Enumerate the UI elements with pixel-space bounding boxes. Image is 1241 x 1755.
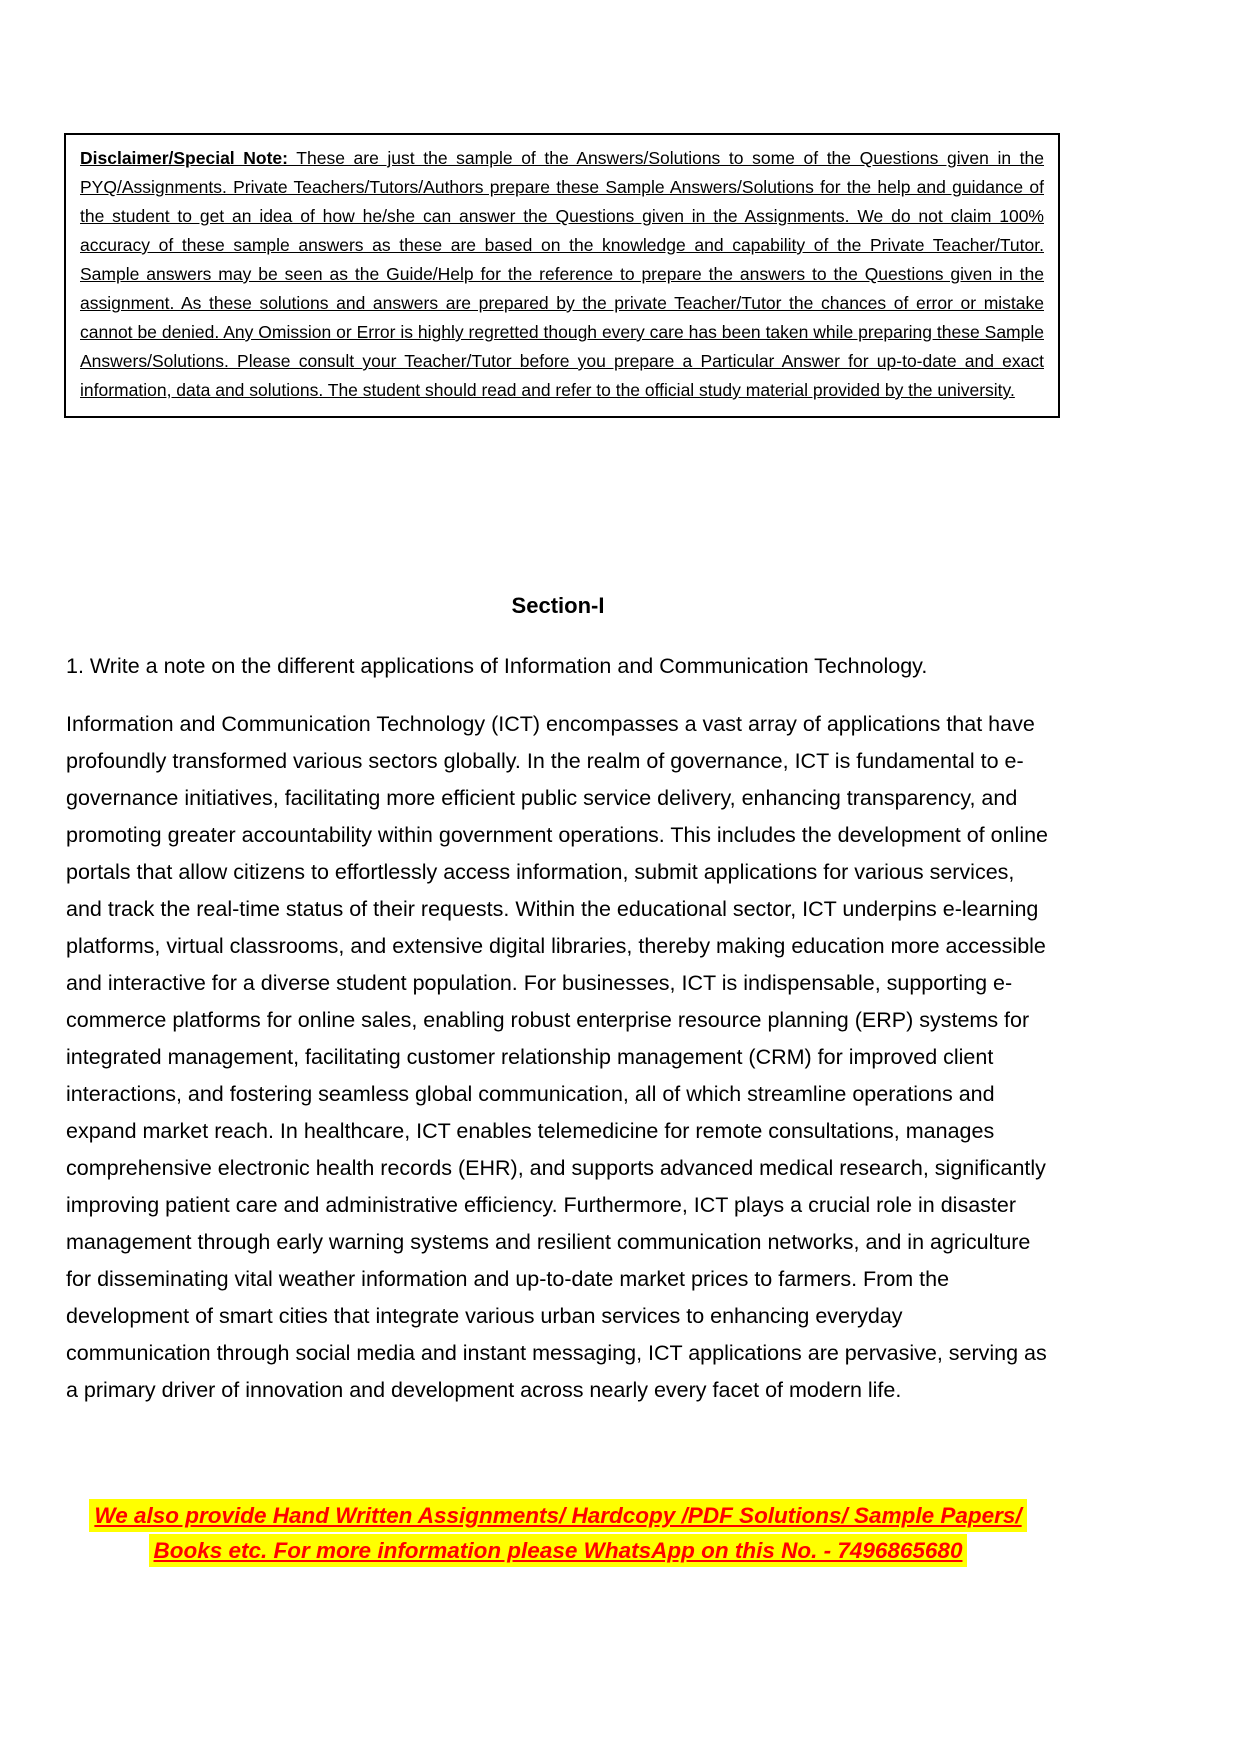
answer-paragraph: Information and Communication Technology (ICT) encompasses a vast array of applications that have profoundly transformed various sectors globally. In the realm of governance, ICT is fundamental to e-governance initiatives, facilitating more efficient public service delivery, enhancing transparency, and promoting greater accountability within government operations. This includes the development of online portals that allow citizens to effortlessly access information, submit applications for various services, and track the real-time status of their requests. Within the educational sector, ICT underpins e-learning platforms, virtual classrooms, and extensive digital libraries, thereby making education more accessible and interactive for a diverse student population. For businesses, ICT is indispensable, supporting e-commerce platforms for online sales, enabling robust enterprise resource planning (ERP) systems for integrated management, facilitating customer relationship management (CRM) for improved client interactions, and fostering seamless global communication, all of which streamline operations and expand market reach. In healthcare, ICT enables telemedicine for remote consultations, manages comprehensive electronic health records (EHR), and supports advanced medical research, significantly improving patient care and administrative efficiency. Furthermore, ICT plays a crucial role in disaster management through early warning systems and resilient communication networks, and in agriculture for disseminating vital weather information and up-to-date market prices to farmers. From the development of smart cities that integrate various urban services to enhancing everyday communication through social media and instant messaging, ICT applications are pervasive, serving as a primary driver of innovation and development across nearly every facet of modern life. [66, 712, 1049, 1402]
disclaimer-text: These are just the sample of the Answers/Solutions to some of the Questions given in the PYQ/Assignments. Private Teachers/Tutors/Authors prepare these Sample Answers/Solutions for the help and guidance of the student to get an idea of how he/she can answer the Questions given in the Assignments. We do not claim 100% accuracy of these sample answers as these are based on the knowledge and capability of the Private Teacher/Tutor. Sample answers may be seen as the Guide/Help for the reference to prepare the answers to the Questions given in the assignment. As these solutions and answers are prepared by the private Teacher/Tutor the chances of error or mistake cannot be denied. Any Omission or Error is highly regretted though every care has been taken while preparing these Sample Answers/Solutions. Please consult your Teacher/Tutor before you prepare a Particular Answer for up-to-date and exact information, data and solutions. The student should read and refer to the official study material provided by the university. [80, 148, 1045, 400]
question-text: 1. Write a note on the different applications of Information and Communication Technology. [66, 654, 928, 678]
footer-line-1: We also provide Hand Written Assignments/ Hardcopy /PDF Solutions/ Sample Papers/ [89, 1499, 1026, 1532]
footer-note [66, 1499, 1050, 1569]
section-heading: Section-I [511, 593, 605, 618]
disclaimer-box [64, 133, 1060, 418]
footer-line [66, 1534, 1050, 1567]
disclaimer-paragraph [80, 148, 1044, 400]
footer-line [66, 1499, 1050, 1532]
disclaimer-label: Disclaimer/Special Note: [80, 148, 288, 168]
footer-line-2: Books etc. For more information please WhatsApp on this No. - 7496865680 [149, 1534, 968, 1567]
